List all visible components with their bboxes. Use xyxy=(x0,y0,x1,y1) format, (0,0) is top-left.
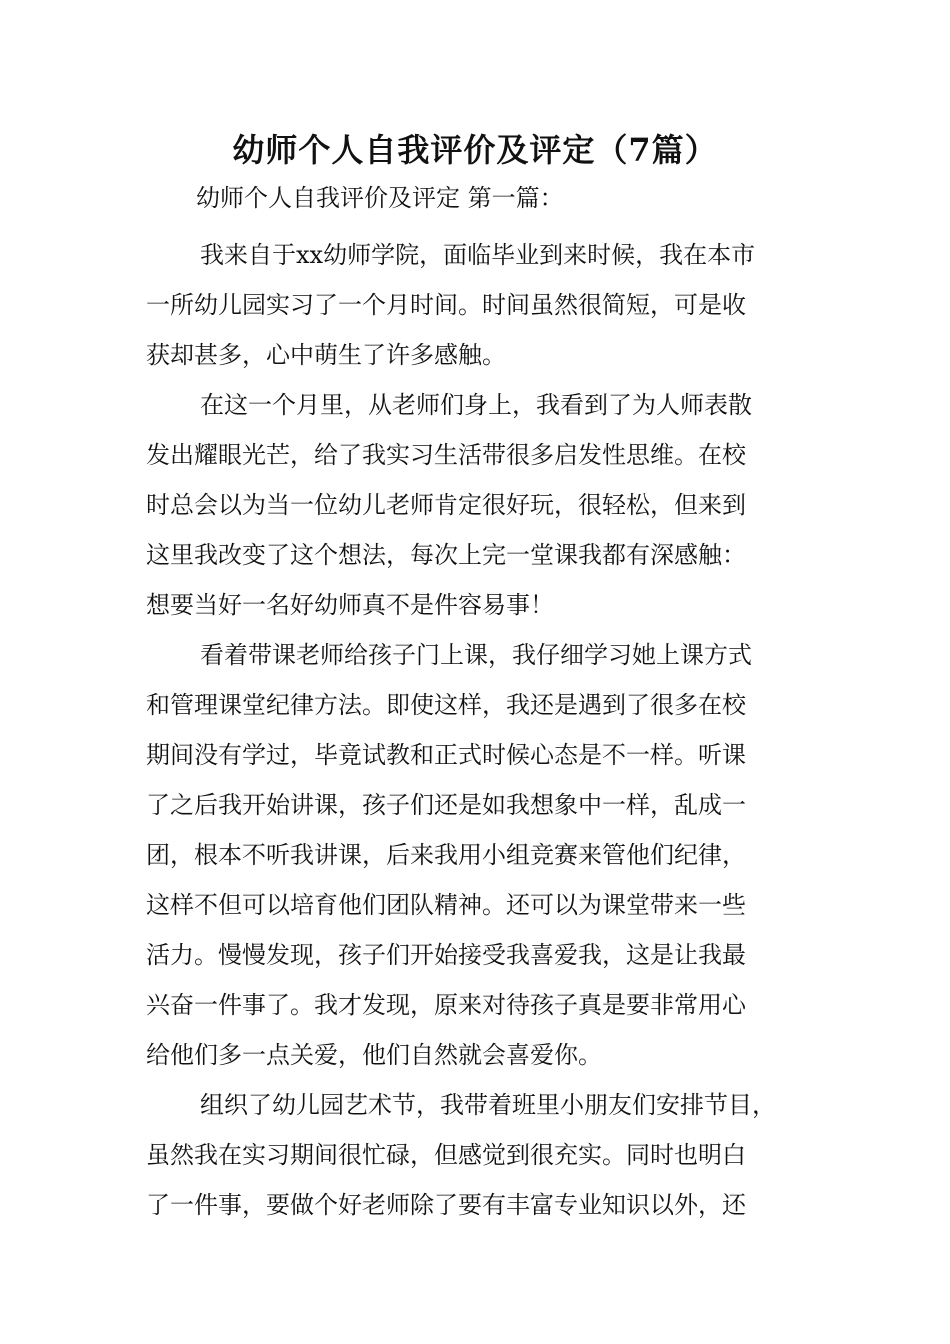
document-subtitle: 幼师个人自我评价及评定 第一篇： xyxy=(196,184,564,212)
document-body xyxy=(146,230,806,1230)
text-line: 这样不但可以培育他们团队精神。还可以为课堂带来一些 xyxy=(146,891,746,919)
text-line: 时总会以为当一位幼儿老师肯定很好玩，很轻松，但来到 xyxy=(146,491,746,519)
text-line: 虽然我在实习期间很忙碌，但感觉到很充实。同时也明白 xyxy=(146,1141,746,1169)
text-line: 期间没有学过，毕竟试教和正式时候心态是不一样。听课 xyxy=(146,741,746,769)
text-line: 组织了幼儿园艺术节，我带着班里小朋友们安排节目， xyxy=(200,1091,776,1119)
text-line: 想要当好一名好幼师真不是件容易事！ xyxy=(146,591,554,619)
text-line: 兴奋一件事了。我才发现，原来对待孩子真是要非常用心 xyxy=(146,991,746,1019)
text-line: 和管理课堂纪律方法。即使这样，我还是遇到了很多在校 xyxy=(146,691,746,719)
text-line: 了之后我开始讲课，孩子们还是如我想象中一样，乱成一 xyxy=(146,791,746,819)
text-line: 活力。慢慢发现，孩子们开始接受我喜爱我，这是让我最 xyxy=(146,941,746,969)
text-line: 我来自于xx幼师学院，面临毕业到来时候，我在本市 xyxy=(200,241,756,269)
text-line: 在这一个月里，从老师们身上，我看到了为人师表散 xyxy=(200,391,752,419)
document-title: 幼师个人自我评价及评定（7篇） xyxy=(232,131,718,169)
text-line: 看着带课老师给孩子门上课，我仔细学习她上课方式 xyxy=(200,641,752,669)
text-line: 获却甚多，心中萌生了许多感触。 xyxy=(146,341,506,369)
text-line: 了一件事，要做个好老师除了要有丰富专业知识以外，还 xyxy=(146,1191,746,1219)
text-line: 团，根本不听我讲课，后来我用小组竞赛来管他们纪律， xyxy=(146,841,746,869)
text-line: 这里我改变了这个想法，每次上完一堂课我都有深感触： xyxy=(146,541,746,569)
text-line: 给他们多一点关爱，他们自然就会喜爱你。 xyxy=(146,1041,602,1069)
text-line: 一所幼儿园实习了一个月时间。时间虽然很简短，可是收 xyxy=(146,291,746,319)
text-line: 发出耀眼光芒，给了我实习生活带很多启发性思维。在校 xyxy=(146,441,746,469)
